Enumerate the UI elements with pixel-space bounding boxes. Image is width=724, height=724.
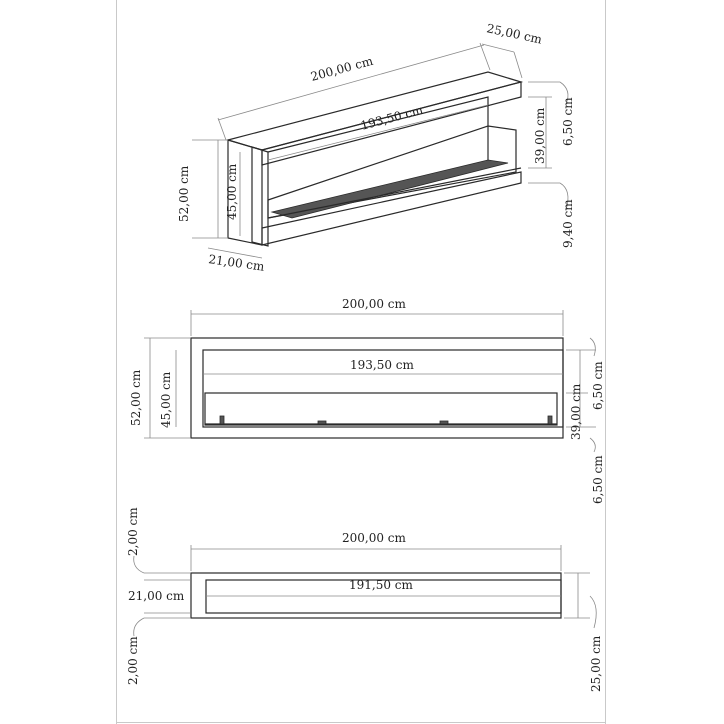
top-label-total-depth: 25,00 cm: [589, 635, 603, 692]
front-view: [129, 297, 605, 504]
top-view: [126, 507, 603, 692]
top-label-wall-top: 2,00 cm: [126, 507, 140, 556]
front-flame-2: [440, 421, 448, 424]
top-leader-upper: [134, 556, 144, 573]
label-inner-height: 45,00 cm: [225, 163, 239, 220]
label-height: 52,00 cm: [177, 165, 191, 222]
front-flame-1: [318, 421, 326, 424]
label-opening: 39,00 cm: [533, 107, 547, 164]
label-inner-width: 193,50 cm: [359, 102, 425, 133]
dim-ext-right: [480, 43, 490, 70]
dim-line-depth: [482, 44, 514, 52]
front-label-opening: 39,00 cm: [569, 383, 583, 440]
front-burner-left: [220, 416, 224, 424]
front-outer-frame: [191, 338, 563, 438]
front-burner-right: [548, 416, 552, 424]
top-label-wall-bottom: 2,00 cm: [126, 636, 140, 685]
label-front-depth: 21,00 cm: [207, 252, 266, 274]
label-width: 200,00 cm: [309, 53, 375, 84]
perspective-floor-edge: [268, 168, 521, 218]
front-label-inner-width: 193,50 cm: [350, 358, 414, 372]
dim-ext-left: [218, 118, 226, 140]
perspective-burner-tray: [272, 160, 508, 218]
label-top-frame: 6,50 cm: [561, 97, 575, 146]
top-label-inner-width: 191,50 cm: [349, 578, 413, 592]
front-leader-bottom: [590, 438, 595, 452]
front-label-top-frame: 6,50 cm: [591, 361, 605, 410]
perspective-front-post: [252, 147, 268, 246]
front-label-inner-height: 45,00 cm: [159, 371, 173, 428]
dim-ext-depth: [514, 52, 522, 78]
front-label-bottom-frame: 6,50 cm: [591, 455, 605, 504]
label-bottom-frame: 9,40 cm: [561, 199, 575, 248]
dim-line-width: [218, 45, 484, 120]
top-label-depth: 21,00 cm: [128, 589, 185, 603]
label-depth: 25,00 cm: [485, 21, 544, 47]
top-label-width: 200,00 cm: [342, 531, 406, 545]
perspective-view: [177, 21, 575, 274]
perspective-top-slab: [228, 72, 521, 150]
top-leader-right: [590, 596, 596, 628]
top-leader-lower: [134, 618, 144, 636]
front-label-height: 52,00 cm: [129, 369, 143, 426]
dim-line-inner-width: [268, 102, 488, 160]
front-glass: [205, 393, 557, 425]
front-label-width: 200,00 cm: [342, 297, 406, 311]
front-leader-top: [590, 338, 595, 356]
